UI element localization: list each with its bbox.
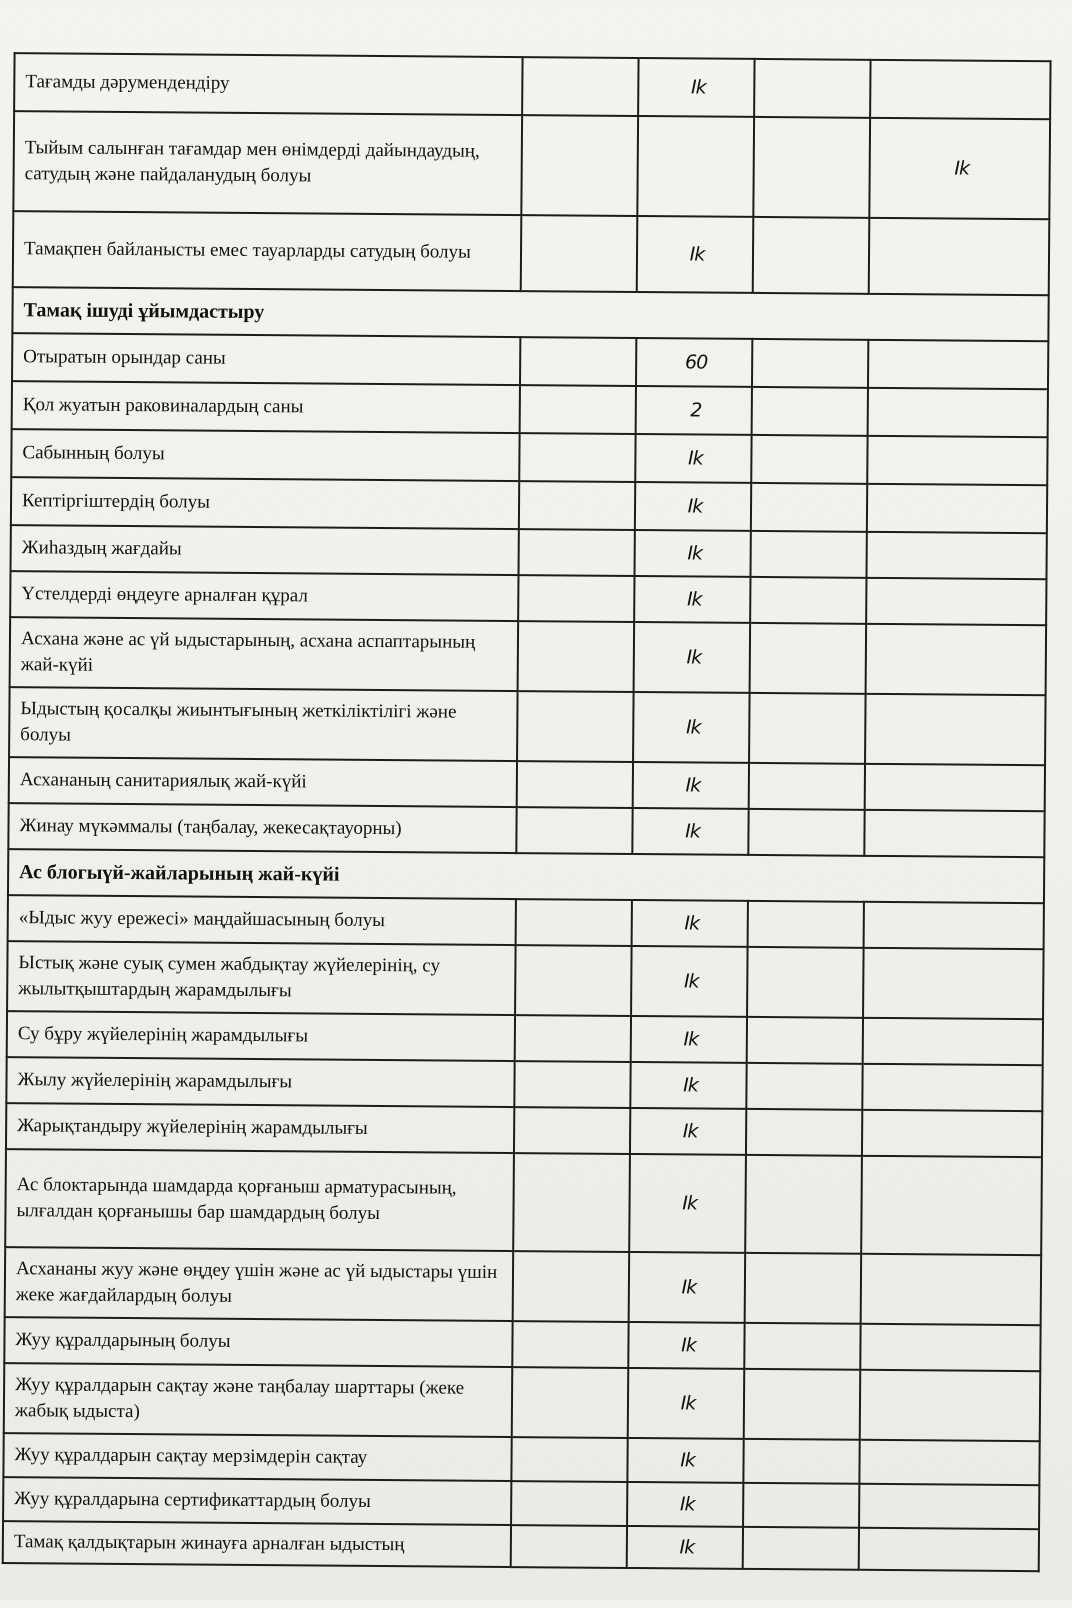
criterion-label: Тамақ қалдықтарын жинауға арналған ыдыстың: [3, 1521, 511, 1567]
checklist-row: [13, 111, 1050, 219]
handwritten-mark-col3: Ik: [628, 1368, 745, 1439]
handwritten-mark-col3: Ik: [637, 216, 754, 293]
handwritten-mark-col4: [743, 1483, 859, 1528]
handwritten-mark-col5: [861, 1156, 1042, 1255]
handwritten-mark-col3: Ik: [631, 946, 748, 1017]
handwritten-mark-col2: [512, 1321, 628, 1368]
handwritten-mark-col4: [749, 693, 866, 764]
checklist-row: [6, 1057, 1042, 1111]
handwritten-mark-col3: Ik: [638, 58, 754, 117]
handwritten-mark-col2: [518, 575, 634, 622]
checklist-row: [11, 477, 1047, 533]
handwritten-mark-col4: [746, 1063, 862, 1110]
checklist-rows: [3, 53, 1051, 1571]
checklist-row: [12, 333, 1048, 389]
handwritten-mark-col5: [863, 948, 1044, 1019]
section-title: Ас блогыүй-жайларының жай-күйі: [8, 849, 1044, 903]
checklist-row: [9, 687, 1046, 765]
checklist-row: [3, 1521, 1039, 1571]
checklist-row: [10, 571, 1046, 625]
checklist-row: [13, 211, 1050, 295]
criterion-label: Асхана және ас үй ыдыстарының, асхана аспаптарының жай-күйі: [10, 617, 519, 691]
handwritten-mark-col5: [860, 1370, 1041, 1441]
handwritten-mark-col2: [511, 1437, 627, 1482]
handwritten-mark-col2: [521, 115, 638, 216]
criterion-label: Үстелдерді өңдеуге арналған құрал: [10, 571, 518, 621]
handwritten-mark-col2: [520, 337, 636, 386]
handwritten-mark-col3: 2: [636, 386, 752, 435]
criterion-label: Тағамды дәрумендендіру: [14, 53, 522, 115]
handwritten-mark-col2: [521, 215, 638, 292]
checklist-row: [14, 53, 1050, 119]
handwritten-mark-col3: Ik: [632, 900, 748, 947]
handwritten-mark-col4: [746, 1109, 862, 1156]
handwritten-mark-col2: [516, 899, 632, 946]
handwritten-mark-col2: [515, 1015, 631, 1062]
handwritten-mark-col3: Ik: [633, 762, 749, 809]
handwritten-mark-col5: [859, 1528, 1039, 1571]
criterion-label: Асхананың санитариялық жай-күйі: [9, 757, 517, 807]
checklist-row: [4, 1363, 1041, 1441]
handwritten-mark-col5: [865, 694, 1046, 765]
handwritten-mark-col3: Ik: [634, 530, 750, 577]
handwritten-mark-col2: [516, 807, 632, 854]
handwritten-mark-col4: [750, 531, 866, 578]
checklist-row: [12, 381, 1048, 437]
criterion-label: Кептіргіштердің болуы: [11, 477, 519, 529]
handwritten-mark-col4: [743, 1527, 859, 1570]
criterion-label: Жылу жүйелерінің жарамдылығы: [6, 1057, 514, 1107]
criterion-label: Жуу құралдарын сақтау және таңбалау шарттары (жеке жабық ыдыста): [4, 1363, 513, 1437]
criterion-label: Су бұру жүйелерінің жарамдылығы: [7, 1011, 515, 1061]
handwritten-mark-col3: Ik: [631, 1016, 747, 1063]
handwritten-mark-col2: [513, 1153, 630, 1252]
handwritten-mark-col2: [514, 1061, 630, 1108]
criterion-label: Жуу құралдарына сертификаттардың болуы: [3, 1477, 511, 1525]
handwritten-mark-col3: 60: [636, 338, 752, 387]
section-header-row: [12, 287, 1048, 341]
handwritten-mark-col5: [861, 1254, 1042, 1325]
handwritten-mark-col5: [860, 1324, 1040, 1371]
handwritten-mark-col4: [752, 339, 868, 388]
handwritten-mark-col5: Ik: [869, 118, 1050, 219]
checklist-row: [4, 1317, 1040, 1371]
handwritten-mark-col4: [754, 59, 870, 118]
checklist-row: [7, 1011, 1043, 1065]
criterion-label: Жуу құралдарының болуы: [4, 1317, 512, 1367]
handwritten-mark-col2: [520, 385, 636, 434]
handwritten-mark-col5: [859, 1440, 1039, 1485]
handwritten-mark-col5: [868, 388, 1048, 437]
handwritten-mark-col3: Ik: [633, 692, 750, 763]
checklist-row: [5, 1149, 1042, 1255]
criterion-label: Жуу құралдарын сақтау мерзімдерін сақтау: [3, 1433, 511, 1481]
criterion-label: Ас блоктарында шамдарда қорғаныш арматурасының, ылғалдан қорғанышы бар шамдардың болуы: [5, 1149, 514, 1251]
checklist-row: [5, 1247, 1042, 1325]
handwritten-mark-col4: [744, 1369, 861, 1440]
handwritten-mark-col5: [867, 436, 1047, 485]
handwritten-mark-col4: [751, 483, 867, 532]
criterion-label: Сабынның болуы: [11, 429, 519, 481]
handwritten-mark-col4: [752, 387, 868, 436]
handwritten-mark-col3: Ik: [632, 808, 748, 855]
checklist-row: [9, 757, 1045, 811]
checklist-row: [10, 617, 1047, 695]
handwritten-mark-col4: [747, 1017, 863, 1064]
handwritten-mark-col5: [864, 902, 1044, 949]
handwritten-mark-col2: [513, 1251, 630, 1322]
handwritten-mark-col4: [745, 1253, 862, 1324]
handwritten-mark-col5: [862, 1064, 1042, 1111]
criterion-label: Қол жуатын раковиналардың саны: [12, 381, 520, 433]
handwritten-mark-col3: [637, 116, 754, 217]
checklist-row: [8, 803, 1044, 857]
handwritten-mark-col5: [865, 764, 1045, 811]
handwritten-mark-col4: [750, 623, 867, 694]
checklist-row: [6, 1103, 1042, 1157]
checklist-table: [2, 52, 1052, 1572]
handwritten-mark-col5: [867, 484, 1047, 533]
checklist-row: [11, 429, 1047, 485]
handwritten-mark-col2: [517, 691, 634, 762]
handwritten-mark-col5: [863, 1018, 1043, 1065]
handwritten-mark-col3: Ik: [635, 482, 751, 531]
criterion-label: Асхананы жуу және өңдеу үшін және ас үй ыдыстары үшін жеке жағдайлардың болуы: [5, 1247, 514, 1321]
handwritten-mark-col3: Ik: [627, 1482, 743, 1527]
handwritten-mark-col4: [743, 1439, 859, 1484]
handwritten-mark-col4: [744, 1323, 860, 1370]
criterion-label: Жиһаздың жағдайы: [11, 525, 519, 575]
checklist-row: [7, 941, 1044, 1019]
handwritten-mark-col5: [862, 1110, 1042, 1157]
section-header-row: [8, 849, 1044, 903]
handwritten-mark-col4: [747, 947, 864, 1018]
handwritten-mark-col3: Ik: [627, 1526, 743, 1569]
handwritten-mark-col3: Ik: [628, 1322, 744, 1369]
criterion-label: Жарықтандыру жүйелерінің жарамдылығы: [6, 1103, 514, 1153]
criterion-label: Ыстық және суық сумен жабдықтау жүйелерінің, су жылытқыштардың жарамдылығы: [7, 941, 516, 1015]
handwritten-mark-col5: [866, 578, 1046, 625]
checklist-row: [8, 895, 1044, 949]
handwritten-mark-col5: [866, 624, 1047, 695]
handwritten-mark-col2: [511, 1525, 627, 1568]
handwritten-mark-col2: [522, 57, 638, 116]
handwritten-mark-col2: [519, 433, 635, 482]
handwritten-mark-col4: [753, 117, 870, 218]
criterion-label: «Ыдыс жуу ережесі» маңдайшасының болуы: [8, 895, 516, 945]
handwritten-mark-col3: Ik: [629, 1154, 746, 1253]
handwritten-mark-col3: Ik: [629, 1252, 746, 1323]
handwritten-mark-col3: Ik: [635, 434, 751, 483]
handwritten-mark-col4: [748, 809, 864, 856]
handwritten-mark-col4: [753, 217, 870, 294]
criterion-label: Отыратын орындар саны: [12, 333, 520, 385]
handwritten-mark-col4: [750, 577, 866, 624]
handwritten-mark-col4: [751, 435, 867, 484]
handwritten-mark-col2: [515, 945, 632, 1016]
handwritten-mark-col3: Ik: [627, 1438, 743, 1483]
handwritten-mark-col3: Ik: [634, 576, 750, 623]
criterion-label: Ыдыстың қосалқы жиынтығының жеткіліктілігі және болуы: [9, 687, 518, 761]
handwritten-mark-col5: [859, 1484, 1039, 1529]
section-title: Тамақ ішуді ұйымдастыру: [12, 287, 1048, 341]
handwritten-mark-col5: [864, 810, 1044, 857]
handwritten-mark-col5: [869, 218, 1050, 295]
handwritten-mark-col5: [866, 532, 1046, 579]
criterion-label: Тыйым салынған тағамдар мен өнімдерді дайындаудың, сатудың және пайдаланудың болуы: [13, 111, 522, 215]
handwritten-mark-col4: [749, 763, 865, 810]
handwritten-mark-col2: [512, 1367, 629, 1438]
handwritten-mark-col5: [870, 60, 1050, 119]
handwritten-mark-col2: [517, 761, 633, 808]
handwritten-mark-col4: [745, 1155, 862, 1254]
handwritten-mark-col2: [519, 481, 635, 530]
checklist-row: [11, 525, 1047, 579]
handwritten-mark-col3: Ik: [630, 1062, 746, 1109]
handwritten-mark-col2: [518, 621, 635, 692]
handwritten-mark-col3: Ik: [630, 1108, 746, 1155]
handwritten-mark-col2: [511, 1481, 627, 1526]
handwritten-mark-col2: [518, 529, 634, 576]
handwritten-mark-col2: [514, 1107, 630, 1154]
criterion-label: Тамақпен байланысты емес тауарларды сатудың болуы: [13, 211, 522, 291]
handwritten-mark-col5: [868, 340, 1048, 389]
criterion-label: Жинау мүкәммалы (таңбалау, жекесақтауорны): [8, 803, 516, 853]
handwritten-mark-col3: Ik: [634, 622, 751, 693]
handwritten-mark-col4: [748, 901, 864, 948]
